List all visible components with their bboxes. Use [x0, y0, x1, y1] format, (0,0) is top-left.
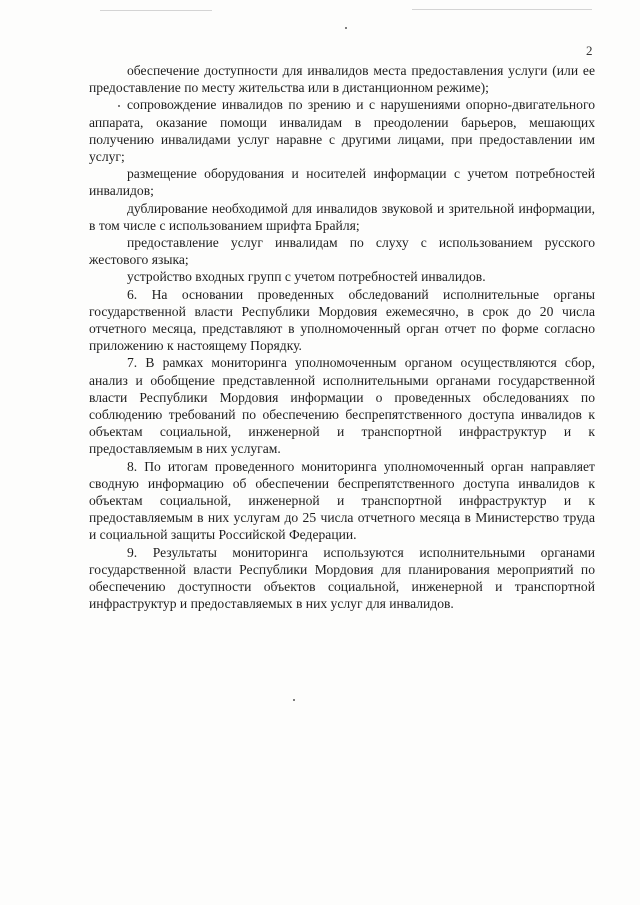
scan-speck-bottom [293, 699, 295, 701]
scan-speck-top [345, 27, 347, 29]
page-number: 2 [586, 43, 593, 58]
document-body [89, 62, 595, 613]
paragraph-item-accessibility-location: обеспечение доступности для инвалидов места предоставления услуги (или ее предоставление по месту жительства или в дистанционном режиме); [89, 63, 595, 96]
paragraph-7: 7. В рамках мониторинга уполномоченным органом осуществляются сбор, анализ и обобщение представленной исполнительными органами государственной власти Республики Мордовия информации о проведенных обследованиях по соблюдению требований по обеспечению беспрепятственного доступа инвалидов к объектам социальной, инженерной и транспортной инфраструктур и к предоставляемым в них услугам. [89, 355, 595, 457]
paragraph-item-equipment: размещение оборудования и носителей информации с учетом потребностей инвалидов; [89, 166, 595, 199]
paragraph-item-escort: сопровождение инвалидов по зрению и с нарушениями опорно-двигательного аппарата, оказание помощи инвалидам в преодолении барьеров, мешающих получению инвалидами услуг наравне с другими лицами, при предоставлении им услуг; [89, 97, 595, 165]
paragraph-6: 6. На основании проведенных обследований исполнительные органы государственной власти Республики Мордовия ежемесячно, в срок до 20 числа отчетного месяца, представляют в уполномоченный орган отчет по форме согласно приложению к настоящему Порядку. [89, 286, 595, 354]
scan-artifact-right [412, 9, 592, 10]
paragraph-8: 8. По итогам проведенного мониторинга уполномоченный орган направляет сводную информацию об обеспечении беспрепятственного доступа инвалидов к объектам социальной, инженерной и транспортной инфраструктур и к предоставляемым в них услугам до 25 числа отчетного месяца в Министерство труда и социальной защиты Российской Федерации. [89, 458, 595, 543]
paragraph-item-braille: дублирование необходимой для инвалидов звуковой и зрительной информации, в том числе с использованием шрифта Брайля; [89, 200, 595, 233]
paragraph-item-entrance-groups: устройство входных групп с учетом потребностей инвалидов. [127, 269, 486, 285]
paragraph-9: 9. Результаты мониторинга используются исполнительными органами государственной власти Республики Мордовия для планирования мероприятий по обеспечению доступности объектов социальной, инженерной и транспортной инфраструктур и предоставляемых в них услуг для инвалидов. [89, 544, 595, 612]
paragraph-item-sign-language: предоставление услуг инвалидам по слуху с использованием русского жестового языка; [89, 235, 595, 268]
scan-artifact-left [100, 10, 212, 11]
